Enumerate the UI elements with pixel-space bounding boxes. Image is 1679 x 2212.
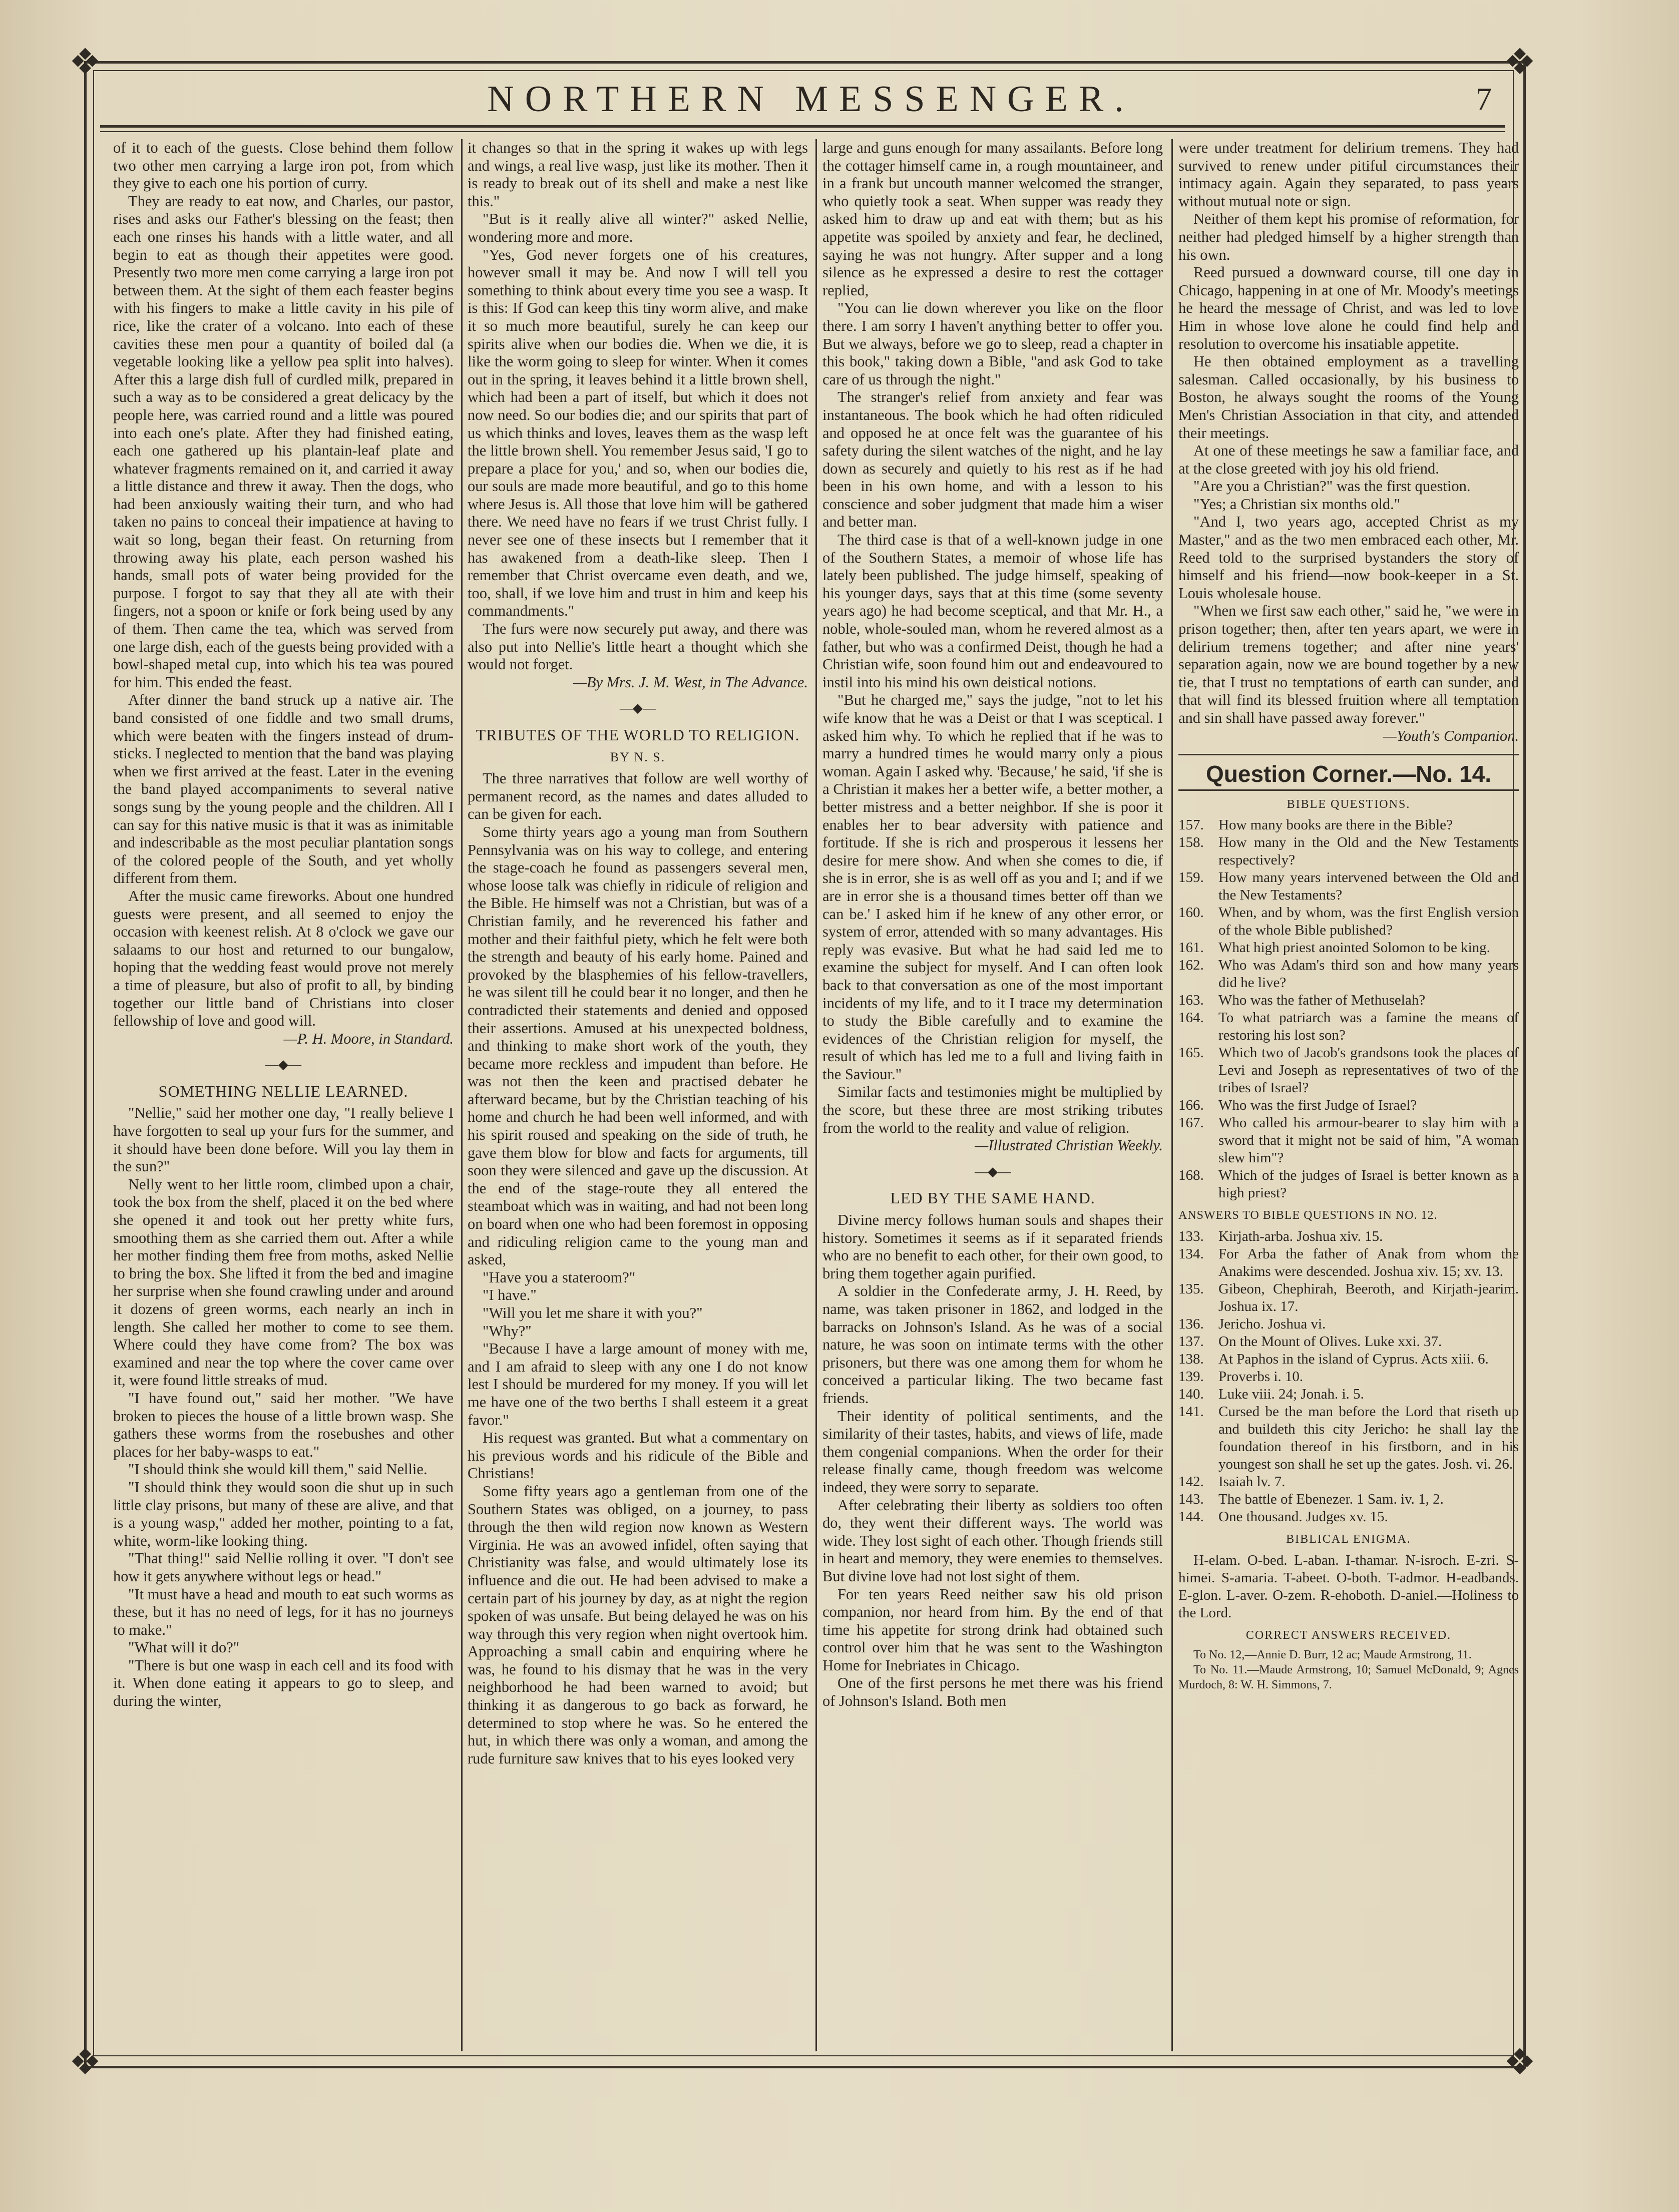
question-item: [1178, 1114, 1519, 1167]
question-item: [1178, 816, 1519, 834]
paragraph: "It must have a head and mouth to eat such worms as these, but it has no need of legs, for it has no journeys to make.": [113, 1585, 454, 1638]
paragraph: "Nellie," said her mother one day, "I really believe I have forgotten to seal up your furs for the summer, and it should have been done before. Will you lay them in the sun?": [113, 1104, 454, 1175]
question-item: [1178, 1044, 1519, 1097]
question-item-number: 160.: [1178, 905, 1204, 921]
section-rule: [1178, 754, 1519, 755]
paragraph: "Because I have a large amount of money with me, and I am afraid to sleep with any one I do not know lest I should be murdered for my money. If you will let me have one of the two berths I shall esteem it a great favor.": [468, 1340, 808, 1429]
column-2: [468, 139, 808, 1767]
paragraph: After celebrating their liberty as soldiers too often do, they went their different ways. The world was wide. They lost sight of each other. Though friends still in heart and memory, they were enemies to themselves. But divine love had not lost sight of them.: [822, 1496, 1163, 1585]
paragraph: "That thing!" said Nellie rolling it over. "I don't see how it gets anywhere without legs or head.": [113, 1550, 454, 1585]
section-divider: —◆—: [265, 1057, 301, 1072]
answer-item-text: Isaiah lv. 7.: [1218, 1473, 1286, 1490]
paragraph: The three narratives that follow are well worthy of permanent record, as the names and dates alluded to can be given for each.: [468, 770, 808, 823]
answer-item: [1178, 1351, 1519, 1368]
answer-item-number: 141.: [1178, 1403, 1204, 1420]
answer-list: [1178, 1228, 1519, 1526]
paragraph: "But he charged me," says the judge, "not to let his wife know that he was a Deist or that I was sceptical. I asked him why. To which he replied that if he was to marry a hundred times he would marry only a pious woman. Again I asked why. 'Because,' he said, 'if she is a Christian it makes her a better wife, a better mother, a better mistress and a better neighbor. If she is poor it enables her to bear adversity with patience and fortitude. If she is rich and prosperous it lessens her desire for mere show. And when she comes to die, if she is in error, she is as well off as you and I; and if we are in error she is a thousand times better off than we can be.' I asked him if he knew of any other error, or system of error, attended with so many advantages. His reply was evasive. But what he had said led me to examine the subject for myself. And I can often look back to that conversation as one of the most important incidents of my life, and to it I trace my determination to study the Bible carefully and to examine the evidences of the Christian religion for myself, the result of which has led me to a full and living faith in the Saviour.": [822, 691, 1163, 1083]
answer-item-text: On the Mount of Olives. Luke xxi. 37.: [1218, 1333, 1442, 1350]
question-item-number: 165.: [1178, 1045, 1204, 1061]
paragraph: One of the first persons he met there was his friend of Johnson's Island. Both men: [822, 1674, 1163, 1710]
column-1: [113, 139, 454, 1710]
answer-item-number: 133.: [1178, 1228, 1204, 1244]
answer-item: [1178, 1473, 1519, 1491]
section-divider: —◆—: [975, 1164, 1011, 1179]
column-divider: [1171, 139, 1173, 2051]
answer-item-number: 137.: [1178, 1333, 1204, 1350]
paragraph: Some fifty years ago a gentleman from one of the Southern States was obliged, on a journey, to pass through the then wild region now known as Western Virginia. He was an avowed infidel, often saying that Christianity was false, and would ultimately lose its influence and die out. He had been advised to make a certain part of his journey by day, as at night the region spoken of was unsafe. But being delayed he was on his way through this very region when night overtook him. Approaching a small cabin and enquiring where he was, he found to his dismay that he was in the very neighborhood he had been warned to avoid; but thinking it as dangerous to go back as forward, he determined to stop where he was. So he entered the hut, in which there was only a woman, and among the rude furniture saw knives that to his eyes looked very: [468, 1482, 808, 1767]
page-title: NORTHERN MESSENGER.: [487, 79, 1135, 120]
column-3: [822, 139, 1163, 1710]
question-item-text: When, and by whom, was the first English version of the whole Bible published?: [1218, 905, 1519, 939]
correct-answers-text: To No. 11.—Maude Armstrong, 10; Samuel McDonald, 9; Agnes Murdoch, 8: W. H. Simmons, 7.: [1178, 1663, 1519, 1692]
paragraph: large and guns enough for many assailants. Before long the cottager himself came in, a rough mountaineer, and in a frank but uncouth manner welcomed the stranger, who quietly took a seat. When supper was ready they asked him to draw up and eat with them; but as his appetite was spoiled by anxiety and fear, he declined, saying he was not hungry. After supper and a long silence as he expressed a desire to rest the cottager replied,: [822, 139, 1163, 299]
paragraph: The furs were now securely put away, and there was also put into Nellie's little heart a thought which she would not forget.: [468, 620, 808, 673]
article-heading: SOMETHING NELLIE LEARNED.: [158, 1082, 408, 1100]
byline: BY N. S.: [610, 749, 666, 764]
question-item-number: 158.: [1178, 834, 1204, 851]
paragraph: He then obtained employment as a travelling salesman. Called occasionally, by his business to Boston, he always sought the rooms of the Young Men's Christian Association in that city, and attended their meetings.: [1178, 353, 1519, 441]
paragraph: "But is it really alive all winter?" asked Nellie, wondering more and more.: [468, 210, 808, 245]
question-item-text: What high priest anointed Solomon to be king.: [1218, 940, 1490, 956]
paragraph: "Yes; a Christian six months old.": [1193, 495, 1401, 513]
question-item-number: 167.: [1178, 1115, 1204, 1131]
paragraph: At one of these meetings he saw a familiar face, and at the close greeted with joy his old friend.: [1178, 442, 1519, 477]
column-divider: [815, 139, 817, 2051]
corner-ornament-icon: ❖: [69, 2042, 102, 2082]
answer-item-number: 135.: [1178, 1280, 1204, 1297]
corner-ornament-icon: ❖: [1503, 2042, 1536, 2082]
answer-item-number: 139.: [1178, 1368, 1204, 1385]
question-item: [1178, 992, 1519, 1009]
question-item-number: 168.: [1178, 1167, 1204, 1184]
enigma-heading: BIBLICAL ENIGMA.: [1286, 1532, 1411, 1546]
paragraph: "I should think they would soon die shut up in such little clay prisons, but many of these are alive, and that is a young wasp," added her mother, pointing to a fat, white, worm-like looking thing.: [113, 1478, 454, 1549]
masthead: [120, 75, 1502, 123]
paragraph: "And I, two years ago, accepted Christ as my Master," and as the two men embraced each other, Mr. Reed told to the surprised bystanders the story of himself and his friend—now book-keeper in a St. Louis wholesale house.: [1178, 513, 1519, 602]
corner-ornament-icon: ❖: [1503, 42, 1536, 82]
section-divider: —◆—: [620, 701, 656, 716]
paragraph: They are ready to eat now, and Charles, our pastor, rises and asks our Father's blessing on the feast; then each one rinses his hands with a little water, and all begin to eat as though their appetites were good. Presently two more men come carrying a large iron pot between them. At the sight of them each feaster begins with his fingers to make a little cavity in his pile of rice, like the crater of a volcano. Into each of these cavities these men pour a quantity of boiled dal (a vegetable looking like a yellow pea split into halves). After this a large dish full of curdled milk, prepared in such a way as to be considered a great delicacy by the people here, was carried round and a little was poured into each one's plate. After they had finished eating, each one gathered up his plantain-leaf plate and whatever fragments remained on it, and carried it away a little distance and threw it away. Then the dogs, who had been anxiously waiting their turn, and who had taken no pains to conceal their impatience at having to wait so long, began their feast. On returning from throwing away his plate, each person washed his hands, small pots of water being provided for the purpose. I forgot to say that they all ate with their fingers, not a spoon or knife or fork being used by any of them. Then came the tea, which was served from one large dish, each of the guests being provided with a bowl-shaped metal cup, into which his tea was poured for him. This ended the feast.: [113, 192, 454, 691]
paragraph: Divine mercy follows human souls and shapes their history. Sometimes it seems as if it separated friends who are no benefit to each other, for their own good, to bring them together again purified.: [822, 1211, 1163, 1282]
question-item-text: How many books are there in the Bible?: [1218, 817, 1453, 833]
masthead-rule: [100, 125, 1505, 128]
answer-item-text: For Arba the father of Anak from whom the Anakims were descended. Joshua xiv. 15; xv. 13.: [1218, 1245, 1519, 1279]
answer-item: [1178, 1386, 1519, 1403]
question-item-number: 164.: [1178, 1010, 1204, 1026]
question-item-number: 157.: [1178, 817, 1204, 833]
attribution: —Youth's Companion.: [1383, 727, 1519, 744]
paragraph: Nelly went to her little room, climbed upon a chair, took the box from the shelf, placed it on the bed where she opened it and took out her pretty white furs, smoothing them as she carried them out. After a while her mother finding them free from moths, asked Nellie to bring the box. She lifted it from the bed and imagine her surprise when she found crawling under and around it dozens of green worms, each nearly an inch in length. She called her mother to come to see them. Where could they have come from? The box was examined and near the top where the cover came over it, were found little streaks of mud.: [113, 1175, 454, 1389]
question-item-text: Who called his armour-bearer to slay him with a sword that it might not be said of him, "A woman slew him"?: [1218, 1115, 1519, 1166]
question-item-text: Which two of Jacob's grandsons took the places of Levi and Joseph as representatives of two of the tribes of Israel?: [1218, 1045, 1519, 1096]
paragraph: "Yes, God never forgets one of his creatures, however small it may be. And now I will tell you something to think about every time you see a wasp. It is this: If God can keep this tiny worm alive, and make it so much more beautiful, surely he can keep our spirits alive when our bodies die. When we die, it is like the worm going to sleep for winter. When it comes out in the spring, it leaves behind it a little brown shell, which had been a part of itself, but which it does not now need. So our bodies die; and our spirits that part of us which thinks and loves, leaves them as the wasp left the little brown shell. You remember Jesus said, 'I go to prepare a place for you,' and so, when our bodies die, our souls are made more beautiful, and go to this home where Jesus is. All those that love him will be gathered there. We need have no fears if we trust Christ fully. I never see one of these insects but I remember that it has awakened from a death-like sleep. Then I remember that Christ overcame even death, and we, too, shall, if we love him and trust in him and keep his commandments.": [468, 246, 808, 620]
paragraph: The third case is that of a well-known judge in one of the Southern States, a memoir of whose life has lately been published. The judge himself, speaking of his younger days, says that at this time (some seventy years ago) he had become sceptical, and that Mr. H., a noble, whole-souled man, whom he revered almost as a father, but who was a confirmed Deist, though he had a Christian wife, soon found him out and endeavoured to instil into his mind his own deistical notions.: [822, 531, 1163, 691]
question-corner-title: Question Corner.—No. 14.: [1206, 761, 1491, 787]
answer-item-text: Jericho. Joshua vi.: [1218, 1315, 1326, 1332]
paragraph: "Why?": [483, 1322, 532, 1340]
question-item: [1178, 1009, 1519, 1044]
answer-item-number: 144.: [1178, 1508, 1204, 1525]
paragraph: After the music came fireworks. About one hundred guests were present, and all seemed to enjoy the occasion with keenest relish. At 8 o'clock we gave our salaams to our host and returned to our bungalow, hoping that the wedding feast would prove not merely a time of pleasure, but also of profit to all, by binding together our little band of Christians into closer fellowship of love and good will.: [113, 887, 454, 1030]
answer-item: [1178, 1491, 1519, 1508]
paragraph: Similar facts and testimonies might be multiplied by the score, but these three are most striking tributes from the world to the reality and value of religion.: [822, 1083, 1163, 1136]
paragraph: "There is but one wasp in each cell and its food with it. When done eating it appears to go to sleep, and during the winter,: [113, 1656, 454, 1710]
correct-answers-text: To No. 12,—Annie D. Burr, 12 ac; Maude Armstrong, 11.: [1193, 1648, 1472, 1662]
question-item-number: 162.: [1178, 957, 1204, 974]
answer-item-number: 140.: [1178, 1386, 1204, 1402]
paragraph: "You can lie down wherever you like on the floor there. I am sorry I haven't anything better to offer you. But we always, before we go to sleep, read a chapter in this book," taking down a Bible, "and ask God to take care of us through the night.": [822, 299, 1163, 388]
question-item-number: 159.: [1178, 869, 1204, 886]
paragraph: After dinner the band struck up a native air. The band consisted of one fiddle and two small drums, which were beaten with the fingers instead of drum-sticks. I neglected to mention that the band was playing when we first arrived at the feast. Later in the evening the band played accompaniments to several native songs sung by the young people and the children. All I can say for this native music is that it was as inimitable and indescribable as the most peculiar plantation songs of the colored people of the South, and yet wholly different from them.: [113, 691, 454, 887]
question-item-text: Who was the first Judge of Israel?: [1218, 1097, 1417, 1114]
paragraph: For ten years Reed neither saw his old prison companion, nor heard from him. By the end of that time his appetite for strong drink had obtained such control over him that he was sent to the Washington Home for Inebriates in Chicago.: [822, 1585, 1163, 1674]
paragraph: The stranger's relief from anxiety and fear was instantaneous. The book which he had often ridiculed and opposed he at once felt was the guarantee of his safety during the silent watches of the night, and he lay down as securely and quietly to his rest as if he had been in his own home, and with a lesson to his conscience and sober judgment that made him a wiser and better man.: [822, 388, 1163, 531]
paragraph: of it to each of the guests. Close behind them follow two other men carrying a large iron pot, from which they give to each one his portion of curry.: [113, 139, 454, 192]
answer-item-text: Kirjath-arba. Joshua xiv. 15.: [1218, 1228, 1383, 1244]
column-divider: [461, 139, 463, 2051]
answer-item: [1178, 1368, 1519, 1386]
article-heading: TRIBUTES OF THE WORLD TO RELIGION.: [476, 726, 800, 744]
answer-item-text: Gibeon, Chephirah, Beeroth, and Kirjath-jearim. Joshua ix. 17.: [1218, 1280, 1519, 1314]
question-item-text: To what patriarch was a famine the means of restoring his lost son?: [1218, 1010, 1519, 1044]
column-4: [1178, 139, 1519, 1692]
answer-item-number: 143.: [1178, 1491, 1204, 1507]
question-item: [1178, 939, 1519, 957]
answer-item: [1178, 1228, 1519, 1245]
attribution: —P. H. Moore, in Standard.: [283, 1030, 454, 1047]
enigma-text: H-elam. O-bed. L-aban. I-thamar. N-isroch. E-zri. S-himei. S-amaria. T-abeet. O-both. T-admor. H-eadbands. E-glon. L-aver. O-zem. R-ehoboth. D-aniel.—Holiness to the Lord.: [1178, 1552, 1519, 1621]
page-number: 7: [1476, 81, 1492, 117]
answer-item-text: The battle of Ebenezer. 1 Sam. iv. 1, 2.: [1218, 1491, 1444, 1507]
attribution: —By Mrs. J. M. West, in The Advance.: [573, 673, 808, 691]
paragraph: His request was granted. But what a commentary on his previous words and his ridicule of the Bible and Christians!: [468, 1429, 808, 1482]
answer-item-text: At Paphos in the island of Cyprus. Acts xiii. 6.: [1218, 1351, 1489, 1367]
paragraph: Their identity of political sentiments, and the similarity of their tastes, habits, and views of life, made them congenial companions. When the order for their release finally came, though freedom was welcome indeed, they were sorry to separate.: [822, 1407, 1163, 1496]
bible-questions-heading: BIBLE QUESTIONS.: [1287, 797, 1411, 811]
question-item: [1178, 1097, 1519, 1114]
answer-item: [1178, 1508, 1519, 1526]
paragraph: "I should think she would kill them," said Nellie.: [128, 1461, 428, 1478]
answer-item-text: Luke viii. 24; Jonah. i. 5.: [1218, 1386, 1364, 1402]
answer-item: [1178, 1333, 1519, 1351]
paragraph: A soldier in the Confederate army, J. H. Reed, by name, was taken prisoner in 1862, and lodged in the barracks on Johnson's Island. As he was of a social nature, he was soon on intimate terms with the other prisoners, but there was one among them for whom he conceived a particular liking. The two became fast friends.: [822, 1282, 1163, 1407]
question-item-number: 166.: [1178, 1097, 1204, 1114]
question-item: [1178, 869, 1519, 904]
question-item: [1178, 834, 1519, 869]
answer-item: [1178, 1245, 1519, 1280]
paragraph: "What will it do?": [128, 1639, 240, 1656]
answer-item-number: 136.: [1178, 1315, 1204, 1332]
paragraph: it changes so that in the spring it wakes up with legs and wings, a real live wasp, just like its mother. Then it is ready to break out of its shell and make a nest like this.": [468, 139, 808, 210]
question-item-number: 163.: [1178, 992, 1204, 1009]
paragraph: Neither of them kept his promise of reformation, for neither had pledged himself by a higher strength than his own.: [1178, 210, 1519, 263]
answer-item: [1178, 1403, 1519, 1473]
question-item-text: How many years intervened between the Old and the New Testaments?: [1218, 869, 1519, 904]
question-item: [1178, 957, 1519, 992]
paragraph: were under treatment for delirium tremens. They had survived to renew under pitiful circumstances their intimacy again. Again they separated, to pass years without mutual note or sign.: [1178, 139, 1519, 210]
answer-item: [1178, 1315, 1519, 1333]
answers-heading: ANSWERS TO BIBLE QUESTIONS IN NO. 12.: [1178, 1209, 1438, 1222]
answer-item-text: Proverbs i. 10.: [1218, 1368, 1304, 1385]
question-item-text: How many in the Old and the New Testaments respectively?: [1218, 834, 1519, 868]
masthead-rule: [100, 131, 1505, 132]
attribution: —Illustrated Christian Weekly.: [975, 1137, 1163, 1154]
paragraph: Reed pursued a downward course, till one day in Chicago, happening in at one of Mr. Moody's meetings he heard the message of Christ, and was led to love Him in whose love alone he could find help and resolution to overcome his insatiable appetite.: [1178, 264, 1519, 352]
question-item: [1178, 1167, 1519, 1202]
correct-answers-heading: CORRECT ANSWERS RECEIVED.: [1245, 1628, 1452, 1642]
section-rule: [1178, 789, 1519, 791]
answer-item-number: 142.: [1178, 1473, 1204, 1490]
paragraph: "Have you a stateroom?": [483, 1268, 636, 1286]
paragraph: Some thirty years ago a young man from Southern Pennsylvania was on his way to college, and entering the stage-coach he found as passengers several men, whose loose talk was chiefly in ridicule of religion and the Bible. He himself was not a Christian, but was of a Christian family, and he reverenced his father and mother and their faithful piety, which he felt were both the strength and beauty of his early home. Pained and provoked by the blasphemies of his fellow-travellers, he was silent till he could bear it no longer, and then he contradicted their statements and denied and opposed their assertions. Amused at his unexpected boldness, and thinking to make short work of the youth, they became more reckless and impudent than before. He was not then the keen and practised debater he afterward became, but by the Christian teaching of his home and church he had been well informed, and with his spirit roused and speaking on the side of truth, he gave them blow for blow and facts for arguments, till soon they were silenced and gave up the discussion. At the end of the stage-route they all entered the steamboat which was in waiting, and had not been long on board when one who had been foremost in opposing and ridiculing religion came to the young man and asked,: [468, 823, 808, 1268]
question-item-text: Who was the father of Methuselah?: [1218, 992, 1426, 1009]
question-list: [1178, 816, 1519, 1202]
corner-ornament-icon: ❖: [69, 42, 102, 82]
question-item-number: 161.: [1178, 940, 1204, 956]
answer-item-number: 134.: [1178, 1245, 1204, 1262]
paragraph: "Are you a Christian?" was the first question.: [1193, 478, 1471, 495]
question-item-text: Which of the judges of Israel is better known as a high priest?: [1218, 1167, 1519, 1201]
paragraph: "I have found out," said her mother. "We have broken to pieces the house of a little brown wasp. She gathers these worms from the rosebushes and other places for her baby-wasps to eat.": [113, 1389, 454, 1460]
article-heading: LED BY THE SAME HAND.: [890, 1189, 1095, 1207]
answer-item: [1178, 1280, 1519, 1315]
answer-item-text: One thousand. Judges xv. 15.: [1218, 1508, 1388, 1525]
answer-item-number: 138.: [1178, 1351, 1204, 1367]
question-item: [1178, 904, 1519, 939]
answer-item-text: Cursed be the man before the Lord that riseth up and buildeth this city Jericho: he shall lay the foundation thereof in his firstborn, and in his youngest son shall he set up the gates. Josh. vi. 26.: [1218, 1403, 1519, 1472]
paragraph: "When we first saw each other," said he, "we were in prison together; then, after ten years apart, we were in delirium tremens together; and after nine years' separation again, now we are bound together by a new tie, that I trust no temptations of earth can sunder, and that will find its blessed fruition where all temptation and sin shall have passed away forever.": [1178, 602, 1519, 726]
paragraph: "Will you let me share it with you?": [483, 1304, 703, 1321]
question-item-text: Who was Adam's third son and how many years did he live?: [1218, 957, 1519, 991]
paragraph: "I have.": [483, 1286, 537, 1304]
